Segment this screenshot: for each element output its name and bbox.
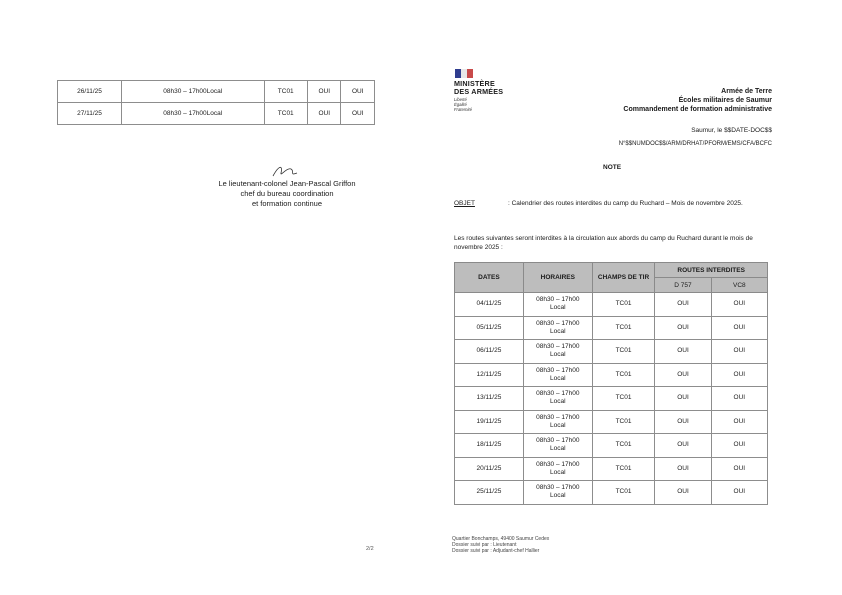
cell-vc8-value: OUI: [733, 370, 746, 378]
cell-vc8-value: OUI: [733, 394, 746, 402]
cell-d757-value: OUI: [677, 300, 689, 308]
signature-line-2: chef du bureau coordination: [240, 189, 334, 198]
cell-vc8: [711, 316, 767, 340]
cell-hours: [523, 293, 592, 317]
cell-vc8-value: OUI: [733, 417, 746, 425]
header-d757: D 757: [655, 278, 711, 293]
cell-d757-value: OUI: [677, 417, 689, 425]
cell-hours-sub: Local: [550, 421, 566, 429]
ministry-logo: [454, 69, 534, 112]
page-number: 2/2: [366, 546, 374, 552]
cell-d757: [655, 434, 711, 458]
header-routes: ROUTES INTERDITES: [655, 263, 768, 278]
cell-hours: [523, 387, 592, 411]
cell-hours: [523, 457, 592, 481]
cell-d767: [307, 103, 341, 125]
cell-date: [455, 434, 524, 458]
issuer-line-1: Armée de Terre: [721, 88, 772, 95]
cell-vc8-value: OUI: [733, 300, 746, 308]
footer-line-3: Dossier suivi par : Adjudant-chef Hallier: [452, 548, 540, 555]
cell-d757: [655, 293, 711, 317]
cell-date: [455, 387, 524, 411]
cell-date: [455, 481, 524, 505]
table-row: [455, 340, 768, 364]
cell-range-value: TC01: [615, 464, 632, 472]
cell-range-value: TC01: [615, 370, 632, 378]
cell-hours: [523, 481, 592, 505]
cell-hours-value: 08h30 – 17h00: [536, 319, 580, 327]
footer-line-1: Quartier Bonchamps, 49400 Saumur Cedex: [452, 536, 550, 542]
cell-d757-value: OUI: [677, 394, 689, 402]
table-row: [455, 410, 768, 434]
cell-hours: [523, 316, 592, 340]
cell-d767: [307, 81, 341, 103]
closed-roads-table-body: [455, 293, 768, 505]
cell-date-value: 25/11/25: [476, 488, 502, 496]
cell-d757: [655, 481, 711, 505]
cell-date: [455, 316, 524, 340]
cell-range: [592, 387, 655, 411]
cell-range: [592, 363, 655, 387]
cell-range-value: TC01: [615, 300, 632, 308]
cell-date: [455, 340, 524, 364]
signature-line-1: Le lieutenant-colonel Jean-Pascal Griffon: [218, 179, 356, 188]
cell-hours-value: 08h30 – 17h00: [163, 87, 207, 95]
cell-range: [592, 410, 655, 434]
closed-roads-table: [454, 262, 768, 505]
cell-date-value: 26/11/25: [77, 87, 102, 95]
cell-hours-value: 08h30 – 17h00: [536, 390, 580, 398]
cell-date-value: 04/11/25: [476, 300, 502, 308]
table-row: [455, 481, 768, 505]
cell-range: [264, 103, 307, 125]
marianne-flag-icon: [455, 69, 473, 78]
cell-d757: [655, 457, 711, 481]
cell-hours-sub: Local: [550, 445, 566, 453]
cell-hours: [122, 103, 264, 125]
cell-vc8: [711, 340, 767, 364]
document-reference: N°$$NUMDOC$$/ARM/DRHAT/PFORM/EMS/CFA/BCFC: [618, 141, 772, 147]
place-date: Saumur, le $$DATE-DOC$$: [691, 127, 772, 134]
cell-hours-sub: Local: [550, 304, 566, 312]
issuer-line-3: Commandement de formation administrative: [623, 106, 772, 113]
cell-hours-value: 08h30 – 17h00: [536, 484, 580, 492]
cell-hours-sub: Local: [206, 109, 223, 117]
footer-line-2: Dossier suivi par : Lieutenant: [452, 542, 517, 549]
cell-hours-value: 08h30 – 17h00: [536, 366, 580, 374]
signature-scribble-icon: [267, 163, 307, 179]
cell-hours: [523, 410, 592, 434]
cell-range-value: TC01: [615, 441, 632, 449]
cell-d757-value: OUI: [677, 323, 689, 331]
cell-d757-value: OUI: [677, 370, 689, 378]
cell-date-value: 27/11/25: [77, 109, 102, 117]
cell-hours-sub: Local: [550, 327, 566, 335]
cell-vc8: [341, 81, 375, 103]
continuation-table-body: [58, 81, 375, 125]
objet-text: : Calendrier des routes interdites du camp du Ruchard – Mois de novembre 2025.: [508, 200, 743, 207]
cell-date: [455, 363, 524, 387]
cell-d767-value: OUI: [318, 87, 331, 95]
cell-range-value: TC01: [277, 109, 294, 117]
continuation-table: [57, 80, 375, 125]
objet-label: OBJET: [454, 200, 475, 207]
cell-d757-value: OUI: [677, 488, 689, 496]
cell-hours-sub: Local: [550, 351, 566, 359]
cell-hours-sub: Local: [550, 398, 566, 406]
note-title: NOTE: [603, 164, 622, 171]
cell-vc8-value: OUI: [733, 347, 746, 355]
cell-date: [58, 103, 122, 125]
cell-date-value: 12/11/25: [476, 370, 502, 378]
cell-d757: [655, 316, 711, 340]
cell-range-value: TC01: [615, 394, 632, 402]
cell-d757: [655, 340, 711, 364]
objet-line: [454, 200, 743, 207]
cell-range: [264, 81, 307, 103]
table-row: [58, 81, 375, 103]
cell-hours-value: 08h30 – 17h00: [536, 343, 580, 351]
cell-range: [592, 316, 655, 340]
cell-hours-value: 08h30 – 17h00: [536, 437, 580, 445]
cell-date-value: 19/11/25: [476, 417, 502, 425]
cell-d757: [655, 387, 711, 411]
header-hours: HORAIRES: [523, 263, 592, 293]
cell-hours-value: 08h30 – 17h00: [536, 296, 580, 304]
table-row: [455, 457, 768, 481]
cell-hours-value: 08h30 – 17h00: [163, 109, 207, 117]
cell-range-value: TC01: [615, 323, 632, 331]
signature-block: [212, 163, 362, 209]
header-vc8: VC8: [711, 278, 767, 293]
header-range: CHAMPS DE TIR: [592, 263, 655, 293]
cell-d767-value: OUI: [318, 109, 331, 117]
cell-vc8: [711, 481, 767, 505]
motto-egalite: Égalité: [454, 102, 467, 108]
motto-liberte: Liberté: [454, 97, 467, 103]
cell-date-value: 06/11/25: [476, 347, 502, 355]
table-row: [455, 293, 768, 317]
issuer-line-2: Écoles militaires de Saumur: [678, 97, 772, 104]
logo-title: [454, 80, 534, 95]
cell-hours-sub: Local: [550, 468, 566, 476]
cell-d757: [655, 410, 711, 434]
cell-vc8-value: OUI: [351, 109, 364, 117]
cell-d757-value: OUI: [677, 464, 689, 472]
cell-vc8-value: OUI: [733, 464, 746, 472]
cell-hours: [523, 363, 592, 387]
cell-vc8-value: OUI: [351, 87, 364, 95]
cell-vc8: [711, 457, 767, 481]
cell-hours: [523, 340, 592, 364]
table-row: [455, 363, 768, 387]
cell-date: [455, 457, 524, 481]
cell-range: [592, 481, 655, 505]
motto-fraternite: Fraternité: [454, 107, 472, 113]
cell-hours-value: 08h30 – 17h00: [536, 413, 580, 421]
cell-hours-value: 08h30 – 17h00: [536, 460, 580, 468]
cell-d757-value: OUI: [677, 441, 689, 449]
cell-date: [455, 293, 524, 317]
intro-paragraph: Les routes suivantes seront interdites à la circulation aux abords du camp du Ruchard durant le mois de novembre 2025 :: [454, 235, 753, 251]
header-dates: DATES: [455, 263, 524, 293]
cell-d757: [655, 363, 711, 387]
cell-d757-value: OUI: [677, 347, 689, 355]
cell-range-value: TC01: [277, 87, 294, 95]
logo-line-2: DES ARMÉES: [454, 86, 504, 96]
cell-vc8: [711, 434, 767, 458]
signature-line-3: et formation continue: [251, 199, 323, 208]
footer-contact: [452, 536, 549, 555]
cell-hours-sub: Local: [550, 374, 566, 382]
table-row: [455, 434, 768, 458]
cell-vc8: [711, 387, 767, 411]
logo-line-1: MINISTÈRE: [454, 79, 495, 88]
cell-vc8: [341, 103, 375, 125]
cell-date: [455, 410, 524, 434]
cell-vc8: [711, 410, 767, 434]
table-row: [455, 316, 768, 340]
table-row: [58, 103, 375, 125]
cell-vc8: [711, 363, 767, 387]
cell-range-value: TC01: [615, 488, 632, 496]
cell-hours: [523, 434, 592, 458]
cell-date-value: 05/11/25: [476, 323, 502, 331]
cell-range-value: TC01: [615, 417, 632, 425]
cell-range: [592, 457, 655, 481]
cell-range-value: TC01: [615, 347, 632, 355]
cell-vc8-value: OUI: [733, 323, 746, 331]
cell-hours: [122, 81, 264, 103]
cell-date-value: 18/11/25: [476, 441, 502, 449]
cell-hours-sub: Local: [550, 492, 566, 500]
cell-vc8: [711, 293, 767, 317]
cell-vc8-value: OUI: [733, 441, 746, 449]
cell-range: [592, 293, 655, 317]
cell-date: [58, 81, 122, 103]
cell-range: [592, 434, 655, 458]
table-row: [455, 387, 768, 411]
cell-vc8-value: OUI: [733, 488, 746, 496]
cell-date-value: 13/11/25: [476, 394, 502, 402]
issuer-block: [623, 87, 772, 114]
cell-hours-sub: Local: [206, 87, 223, 95]
cell-range: [592, 340, 655, 364]
logo-motto: [454, 97, 534, 112]
cell-date-value: 20/11/25: [476, 464, 502, 472]
